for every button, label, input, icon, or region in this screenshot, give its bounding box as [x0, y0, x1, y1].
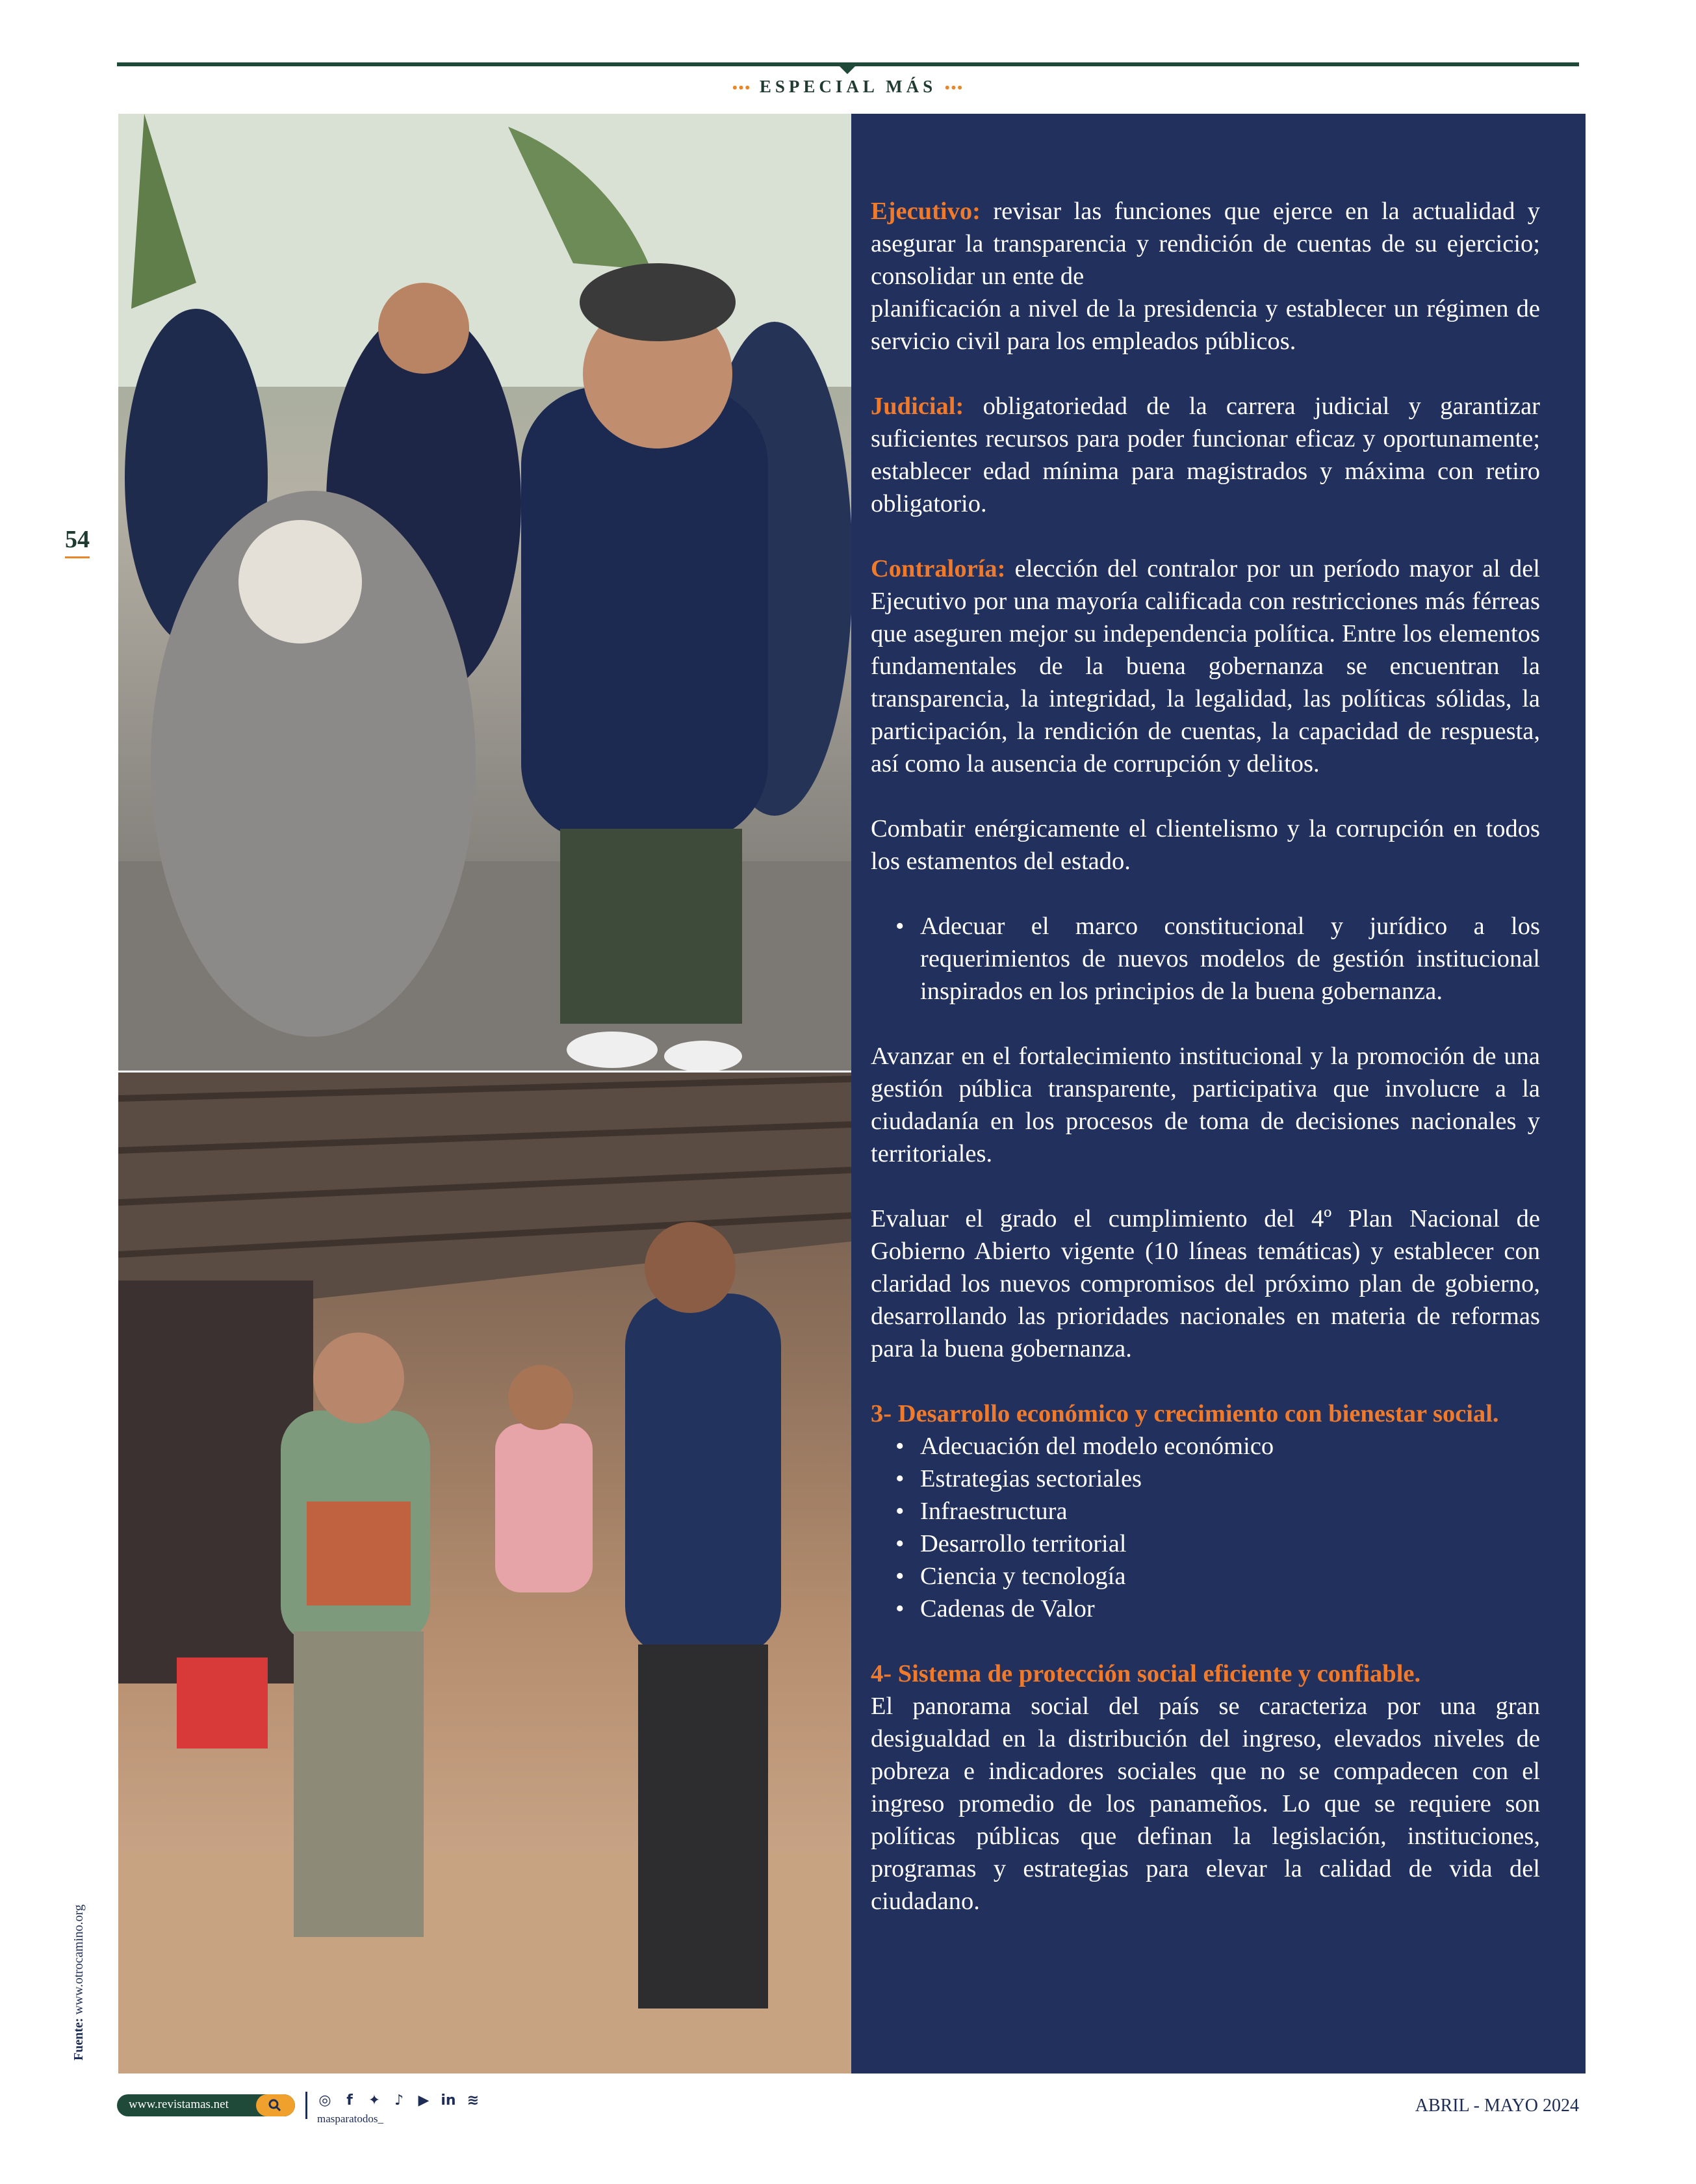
- paragraph-section-4: El panorama social del país se caracteriza por una gran desigualdad en la distribución del ingreso, elevados niveles de pobreza e indicadores sociales que no se compadecen con el ingreso promedio de los panameños. Lo que se requiere son políticas públicas que definan la legislación, instituciones, programas y estrategias para elevar la calidad de vida del ciudadano.: [871, 1693, 1540, 1915]
- paragraph-ejecutivo-cont: planificación a nivel de la presidencia y establecer un régimen de servicio civil para los empleados públicos.: [871, 295, 1540, 355]
- paragraph-ejecutivo: [871, 195, 1540, 292]
- photo-campaign-crowd-illustration: [118, 114, 851, 1071]
- source-label: Fuente:: [71, 2018, 86, 2060]
- section-label: [650, 77, 1046, 97]
- facebook-icon[interactable]: f: [346, 2092, 353, 2109]
- tiktok-icon[interactable]: ♪: [394, 2092, 404, 2109]
- section-label-text: ESPECIAL MÁS: [759, 77, 937, 96]
- list-item: • Adecuación del modelo económico: [871, 1430, 1540, 1462]
- text-ejecutivo: revisar las funciones que ejerce en la actualidad y asegurar la transparencia y rendición de cuentas de su ejercicio; consolidar un ente de: [871, 198, 1540, 290]
- dots-right: •••: [944, 79, 964, 96]
- list-item: • Ciencia y tecnología: [871, 1560, 1540, 1592]
- youtube-icon[interactable]: ▶: [418, 2092, 430, 2109]
- paragraph-contraloria: [871, 552, 1540, 780]
- paragraph-judicial: [871, 390, 1540, 520]
- list-item: • Desarrollo territorial: [871, 1528, 1540, 1560]
- page-number: 54: [65, 525, 90, 558]
- paragraph-avanzar: Avanzar en el fortalecimiento institucional y la promoción de una gestión pública transparente, participativa que involucre a la ciudadanía en los procesos de toma de decisiones nacionales y territoriales.: [871, 1043, 1540, 1167]
- header-notch: [838, 65, 856, 74]
- twitter-icon[interactable]: ✦: [368, 2092, 381, 2109]
- heading-ejecutivo: Ejecutivo:: [871, 198, 981, 225]
- social-handle: masparatodos_: [317, 2112, 383, 2125]
- source-url: www.otrocamino.org: [71, 1904, 86, 2015]
- instagram-icon[interactable]: ◎: [318, 2092, 331, 2109]
- paragraph-evaluar: Evaluar el grado el cumplimiento del 4º Plan Nacional de Gobierno Abierto vigente (10 líneas temáticas) y establecer con claridad los nuevos compromisos del próximo plan de gobierno, desarrollando las prioridades nacionales en materia de reformas para la buena gobernanza.: [871, 1205, 1540, 1362]
- search-icon: [268, 2098, 282, 2112]
- text-judicial: obligatoriedad de la carrera judicial y garantizar suficientes recursos para poder funcionar eficaz y oportunamente; establecer edad mínima para magistrados y máxima con retiro obligatorio.: [871, 393, 1540, 517]
- heading-judicial: Judicial:: [871, 393, 964, 420]
- heading-contraloria: Contraloría:: [871, 555, 1006, 582]
- rss-icon[interactable]: ≋: [467, 2092, 480, 2109]
- search-button[interactable]: [256, 2094, 295, 2116]
- photo-community-meeting-illustration: [118, 1072, 851, 2074]
- footer-separator: [305, 2092, 307, 2119]
- dots-left: •••: [732, 79, 752, 96]
- text-contraloria: elección del contralor por un período mayor al del Ejecutivo por una mayoría calificada con restricciones más férreas que aseguren mejor su independencia política. Entre los elementos fundamentales de la buena gobernanza se encuentran la transparencia, la integridad, la legalidad, las políticas sólidas, la participación, la rendición de cuentas, la capacidad de respuesta, así como la ausencia de corrupción y delitos.: [871, 555, 1540, 777]
- photo-source-credit: [71, 1762, 95, 2060]
- issue-date: ABRIL - MAYO 2024: [1415, 2096, 1579, 2116]
- article-body: [871, 195, 1540, 1950]
- list-item: • Adecuar el marco constitucional y jurídico a los requerimientos de nuevos modelos de gestión institucional inspirados en los principios de la buena gobernanza.: [871, 910, 1540, 1008]
- linkedin-icon[interactable]: in: [441, 2092, 456, 2109]
- website-pill[interactable]: [117, 2094, 295, 2116]
- social-icons: [317, 2093, 481, 2109]
- heading-section-4: 4- Sistema de protección social eficiente y confiable.: [871, 1660, 1421, 1687]
- list-item: • Cadenas de Valor: [871, 1592, 1540, 1625]
- heading-section-3: 3- Desarrollo económico y crecimiento con bienestar social.: [871, 1400, 1499, 1427]
- photo-campaign-crowd: [118, 114, 851, 1071]
- website-link[interactable]: www.revistamas.net: [129, 2098, 229, 2111]
- photo-community-meeting: [118, 1072, 851, 2074]
- list-item: • Infraestructura: [871, 1495, 1540, 1528]
- bullet-list-adecuar: [871, 910, 1540, 1008]
- paragraph-combatir: Combatir enérgicamente el clientelismo y la corrupción en todos los estamentos del estado.: [871, 815, 1540, 875]
- list-item: • Estrategias sectoriales: [871, 1462, 1540, 1495]
- section-3-list: [871, 1430, 1540, 1625]
